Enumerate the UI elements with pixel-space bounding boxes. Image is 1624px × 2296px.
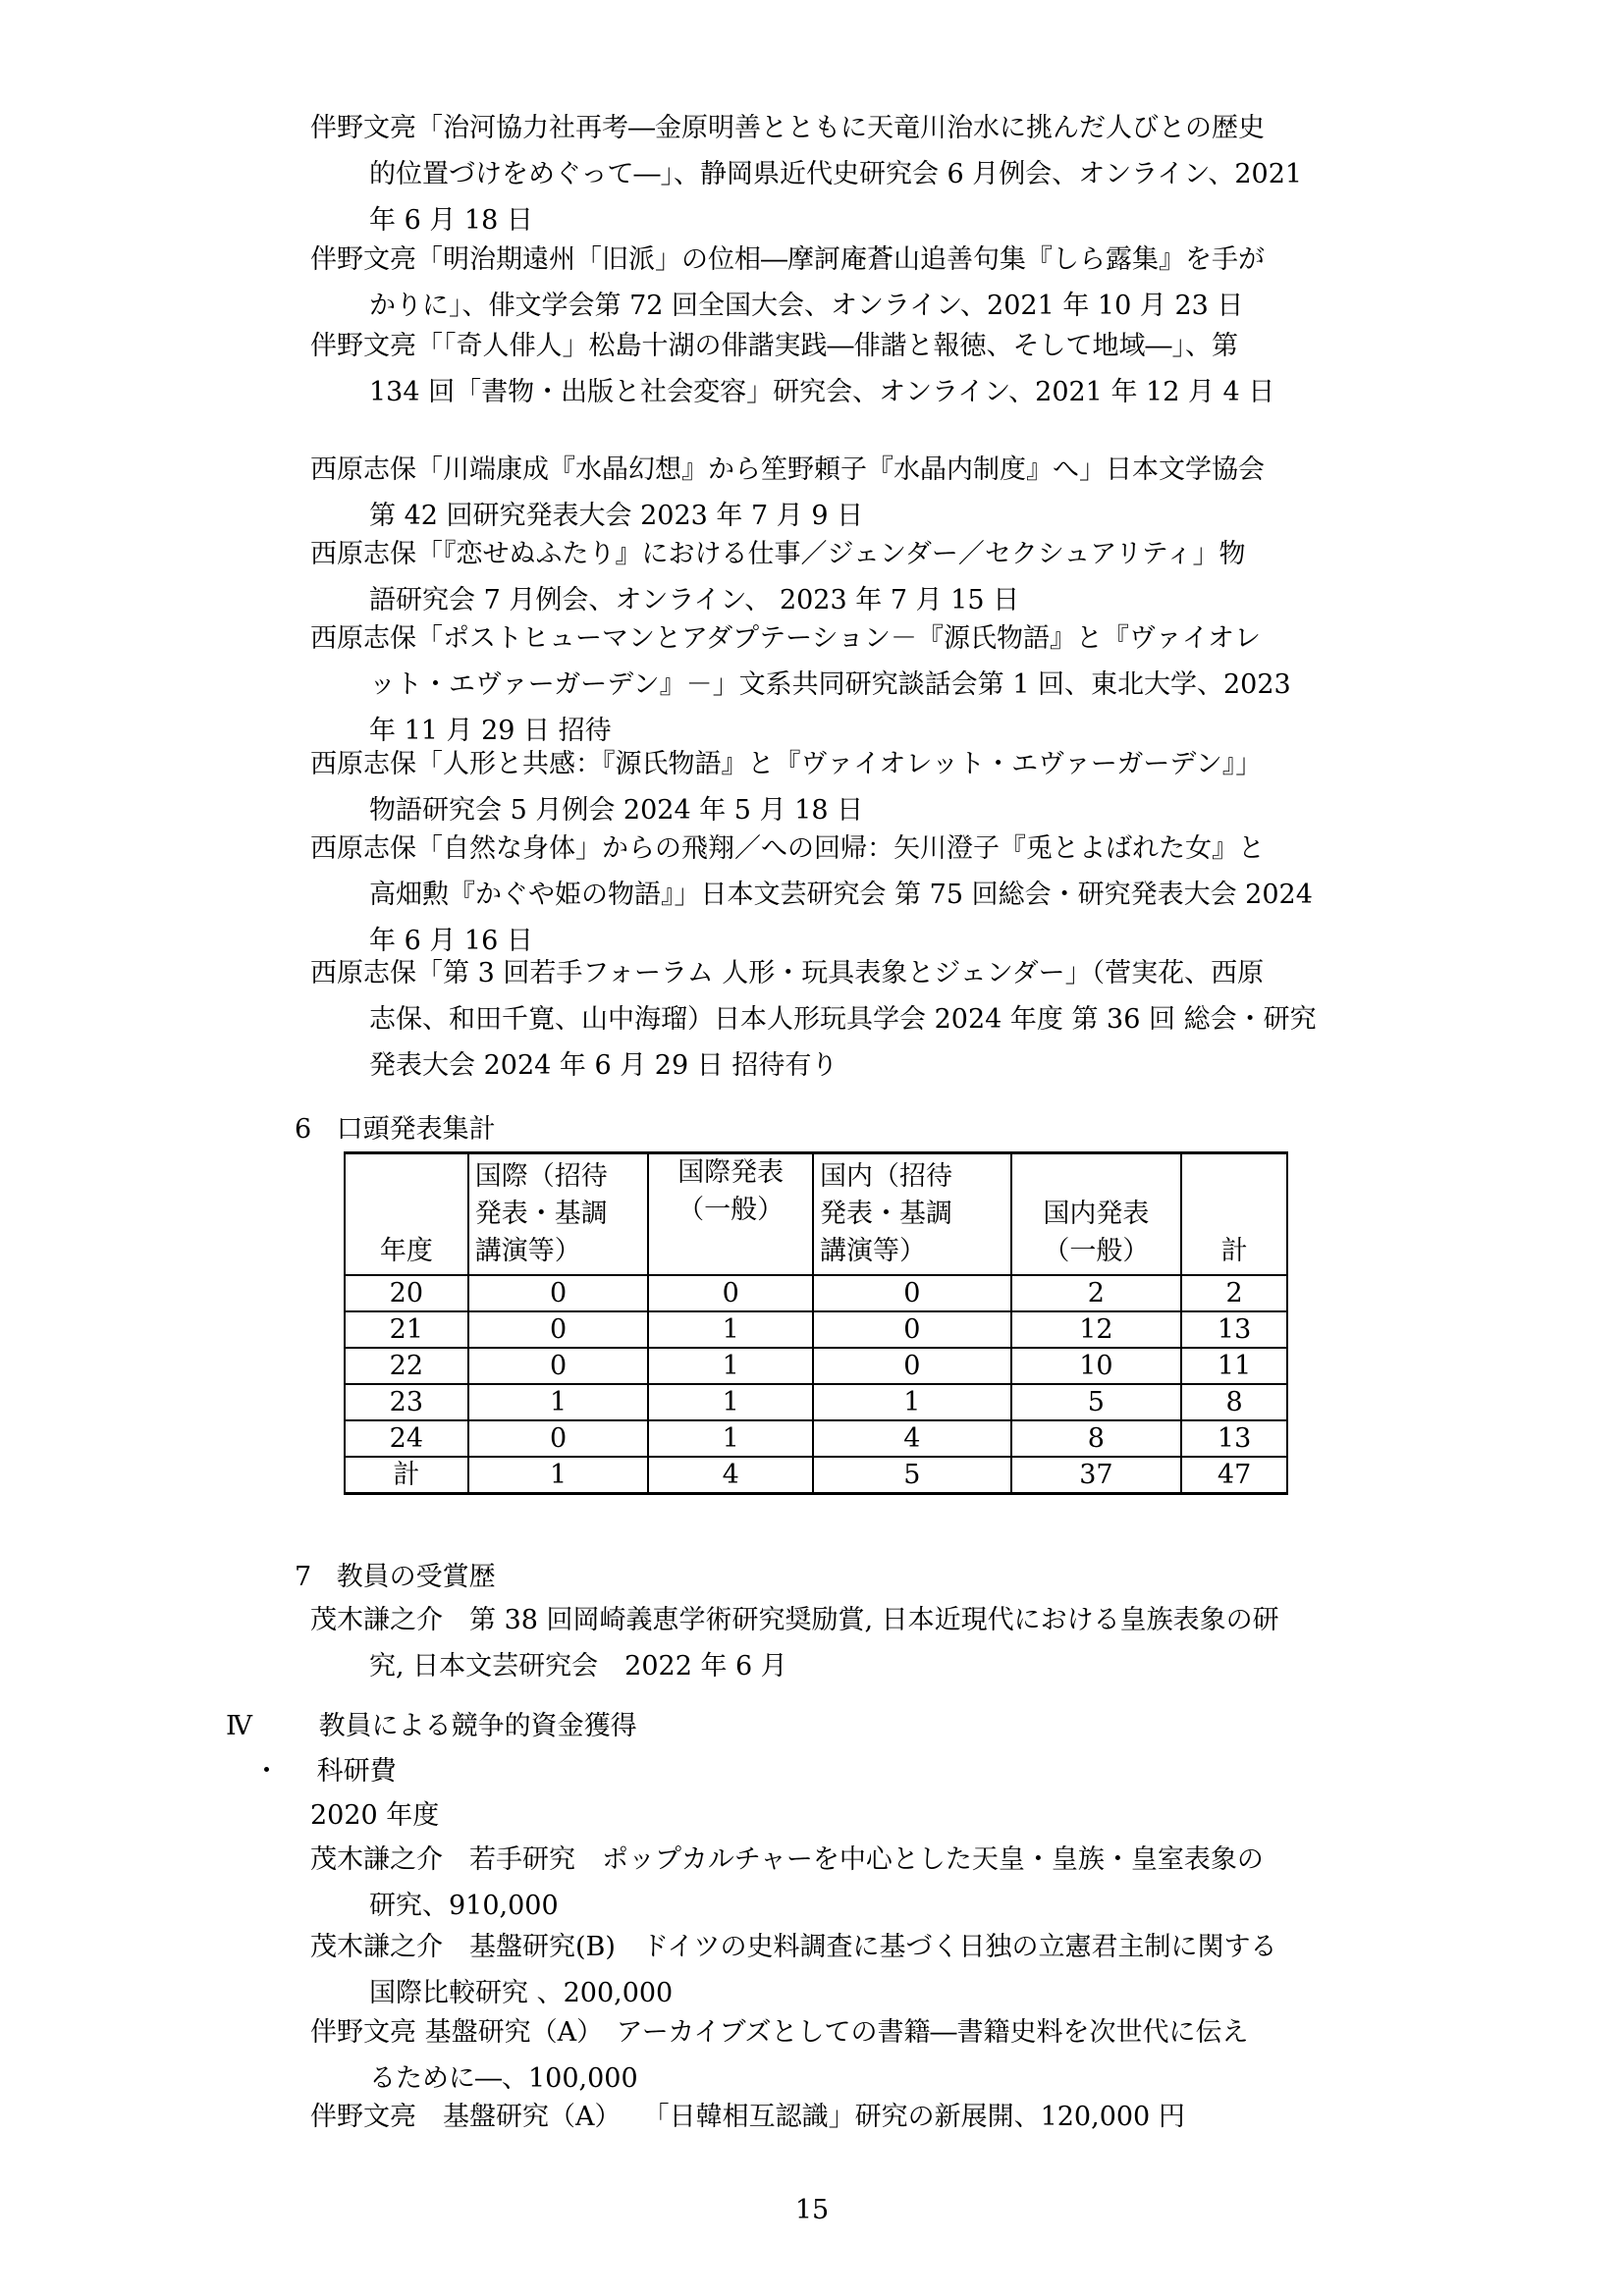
entry-line: 茂木謙之介 第 38 回岡崎義恵学術研究奨励賞, 日本近現代における皇族表象の研 xyxy=(310,1605,1279,1635)
table-total-row xyxy=(345,1457,1287,1494)
section-title: 口頭発表集計 xyxy=(336,1114,496,1145)
table-cell: 0 xyxy=(813,1348,1011,1384)
table-cell: 0 xyxy=(648,1275,813,1311)
column-header: 国内（招待 発表・基調 講演等） xyxy=(813,1153,1011,1276)
section-title: 教員による競争的資金獲得 xyxy=(318,1711,637,1741)
entry-line: 発表大会 2024 年 6 月 29 日 招待有り xyxy=(369,1050,839,1081)
entry-line: 西原志保「人形と共感：『源氏物語』と『ヴァイオレット・エヴァーガーデン』」 xyxy=(310,749,1263,779)
entry-line: 伴野文亮「治河協力社再考―金原明善とともに天竜川治水に挑んだ人びとの歴史 xyxy=(310,113,1265,143)
entry-line: 物語研究会 5 月例会 2024 年 5 月 18 日 xyxy=(369,795,864,826)
table-cell: 1 xyxy=(648,1348,813,1384)
table-cell: 13 xyxy=(1181,1420,1287,1457)
entry-line: 西原志保「『恋せぬふたり』における仕事／ジェンダー／セクシュアリティ」物 xyxy=(310,539,1246,569)
presentation-entry xyxy=(310,741,1404,833)
entry-line: 年 6 月 16 日 xyxy=(369,926,533,956)
entry-line: 茂木謙之介 基盤研究(B) ドイツの史料調査に基づく日独の立憲君主制に関する xyxy=(310,1932,1277,1962)
presentation-entry xyxy=(310,237,1404,329)
section-number: 7 xyxy=(295,1562,312,1592)
table-cell: 5 xyxy=(1011,1384,1182,1420)
table-cell: 0 xyxy=(813,1311,1011,1348)
table-cell: 10 xyxy=(1011,1348,1182,1384)
entry-line: かりに」、俳文学会第 72 回全国大会、オンライン、2021 年 10 月 23 日 xyxy=(369,291,1244,321)
entry-line: 伴野文亮 基盤研究（A） 「日韓相互認識」研究の新展開、120,000 円 xyxy=(310,2102,1185,2132)
column-header: 国際（招待 発表・基調 講演等） xyxy=(468,1153,649,1276)
column-header: 国内発表 （一般） xyxy=(1011,1153,1182,1276)
table-header-row xyxy=(345,1153,1287,1276)
entry-line: 研究、910,000 xyxy=(369,1891,559,1921)
entry-line: 伴野文亮 基盤研究（A） アーカイブズとしての書籍―書籍史料を次世代に伝え xyxy=(310,2017,1249,2048)
table-cell: 24 xyxy=(345,1420,468,1457)
table-cell: 0 xyxy=(468,1311,649,1348)
table-cell: 23 xyxy=(345,1384,468,1420)
table-cell: 4 xyxy=(813,1420,1011,1457)
presentation-entry xyxy=(310,615,1404,754)
section-title: 教員の受賞歴 xyxy=(336,1562,496,1592)
column-header: 国際発表 （一般） xyxy=(648,1153,813,1276)
entry-line: 西原志保「川端康成『水晶幻想』から笙野頼子『水晶内制度』へ」日本文学協会 xyxy=(310,454,1265,485)
table-cell: 22 xyxy=(345,1348,468,1384)
table-cell: 1 xyxy=(468,1457,649,1494)
table-row xyxy=(345,1420,1287,1457)
presentation-entry xyxy=(310,826,1404,964)
subsection-title: 科研費 xyxy=(316,1756,397,1787)
fiscal-year-label: 2020 年度 xyxy=(310,1800,440,1831)
table-cell: 0 xyxy=(468,1348,649,1384)
table-row xyxy=(345,1311,1287,1348)
table-cell: 21 xyxy=(345,1311,468,1348)
presentation-entry xyxy=(310,323,1404,415)
table-cell: 1 xyxy=(468,1384,649,1420)
grant-entry xyxy=(310,1924,1404,2016)
table-cell: 1 xyxy=(813,1384,1011,1420)
table-cell: 47 xyxy=(1181,1457,1287,1494)
entry-line: 西原志保「第 3 回若手フォーラム 人形・玩具表象とジェンダー」（菅実花、西原 xyxy=(310,958,1265,988)
table-cell: 0 xyxy=(468,1420,649,1457)
entry-line: 第 42 回研究発表大会 2023 年 7 月 9 日 xyxy=(369,501,864,531)
entry-line: 志保、和田千寛、山中海瑠）日本人形玩具学会 2024 年度 第 36 回 総会・研究 xyxy=(369,1004,1317,1035)
grant-entry xyxy=(310,2094,1404,2140)
grant-entry xyxy=(310,2009,1404,2102)
entry-line: 伴野文亮「「奇人俳人」松島十湖の俳諧実践―俳諧と報徳、そして地域―」、第 xyxy=(310,331,1238,361)
entry-line: 西原志保「自然な身体」からの飛翔／への回帰：矢川澄子『兎とよばれた女』と xyxy=(310,833,1265,864)
entry-line: 年 6 月 18 日 xyxy=(369,205,533,236)
table-cell: 37 xyxy=(1011,1457,1182,1494)
table-cell: 13 xyxy=(1181,1311,1287,1348)
table-cell: 11 xyxy=(1181,1348,1287,1384)
entry-line: 茂木謙之介 若手研究 ポップカルチャーを中心とした天皇・皇族・皇室表象の xyxy=(310,1844,1264,1875)
section-heading xyxy=(295,1554,496,1600)
section-heading xyxy=(226,1703,637,1749)
entry-line: 西原志保「ポストヒューマンとアダプテーション－『源氏物語』と『ヴァイオレ xyxy=(310,623,1261,654)
table-cell: 4 xyxy=(648,1457,813,1494)
table-cell: 8 xyxy=(1011,1420,1182,1457)
page-number: 15 xyxy=(794,2195,830,2225)
table-row xyxy=(345,1275,1287,1311)
column-header: 年度 xyxy=(345,1153,468,1276)
presentation-summary-table xyxy=(344,1151,1288,1495)
presentation-entry xyxy=(310,105,1404,243)
table-cell: 2 xyxy=(1011,1275,1182,1311)
table-cell: 20 xyxy=(345,1275,468,1311)
table-cell: 5 xyxy=(813,1457,1011,1494)
section-number: Ⅳ xyxy=(226,1711,252,1741)
entry-line: 的位置づけをめぐって―」、静岡県近代史研究会 6 月例会、オンライン、2021 xyxy=(369,159,1303,189)
entry-line: 134 回「書物・出版と社会変容」研究会、オンライン、2021 年 12 月 4 日 xyxy=(369,377,1275,407)
presentation-entry xyxy=(310,447,1404,539)
presentation-entry xyxy=(310,950,1404,1089)
subsection-heading xyxy=(253,1748,397,1794)
section-heading xyxy=(295,1106,496,1152)
award-entry xyxy=(310,1597,1404,1689)
presentation-entry xyxy=(310,531,1404,623)
section-number: 6 xyxy=(295,1114,312,1145)
table-cell: 12 xyxy=(1011,1311,1182,1348)
table-cell: 8 xyxy=(1181,1384,1287,1420)
bullet-icon: ・ xyxy=(253,1756,280,1787)
table-cell: 1 xyxy=(648,1311,813,1348)
entry-line: 語研究会 7 月例会、オンライン、 2023 年 7 月 15 日 xyxy=(369,585,1020,615)
table-cell: 計 xyxy=(345,1457,468,1494)
entry-line: るために―、100,000 xyxy=(369,2063,638,2094)
grant-entry xyxy=(310,1837,1404,1929)
table-cell: 0 xyxy=(813,1275,1011,1311)
entry-line: 伴野文亮「明治期遠州「旧派」の位相―摩訶庵蒼山追善句集『しら露集』を手が xyxy=(310,244,1265,275)
column-header: 計 xyxy=(1181,1153,1287,1276)
table-cell: 2 xyxy=(1181,1275,1287,1311)
entry-line: 国際比較研究 、200,000 xyxy=(369,1978,674,2008)
entry-line: 年 11 月 29 日 招待 xyxy=(369,716,612,746)
table-row xyxy=(345,1348,1287,1384)
table-cell: 1 xyxy=(648,1384,813,1420)
entry-line: 究, 日本文芸研究会 2022 年 6 月 xyxy=(369,1651,787,1682)
entry-line: ット・エヴァーガーデン』－」文系共同研究談話会第 1 回、東北大学、2023 xyxy=(369,669,1291,700)
table-cell: 1 xyxy=(648,1420,813,1457)
entry-line: 高畑勲『かぐや姫の物語』」日本文芸研究会 第 75 回総会・研究発表大会 2024 xyxy=(369,880,1313,910)
table-cell: 0 xyxy=(468,1275,649,1311)
table-row xyxy=(345,1384,1287,1420)
